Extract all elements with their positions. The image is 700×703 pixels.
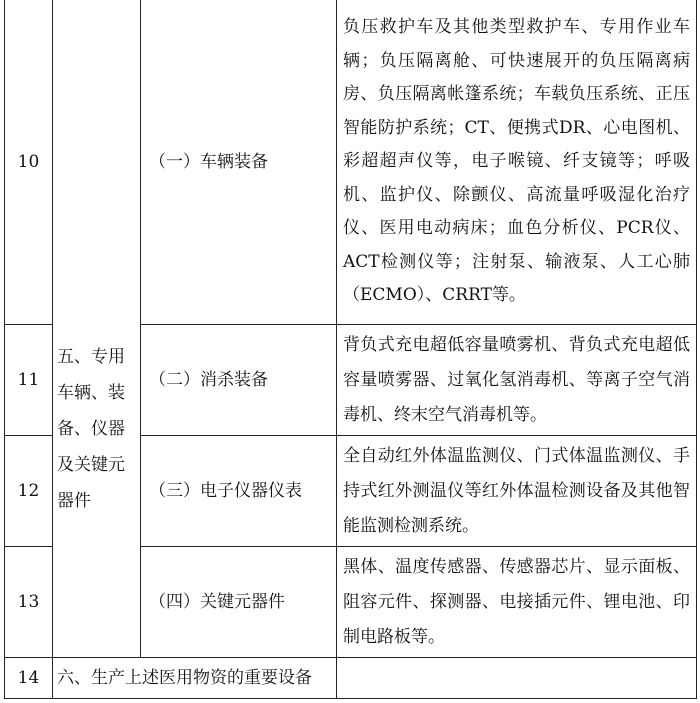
- subcategory-label: （一）车辆装备: [149, 152, 268, 172]
- subcategory-cell: [141, 547, 337, 658]
- description-cell: [337, 547, 697, 658]
- description-cell: [337, 436, 697, 547]
- description-text: 黑体、温度传感器、传感器芯片、显示面板、阻容元件、探测器、电接插元件、锂电池、印制电路板等。: [343, 556, 690, 647]
- description-cell-empty: [337, 658, 697, 699]
- subcategory-label: （二）消杀装备: [149, 370, 268, 390]
- subcategory-label: （三）电子仪器仪表: [149, 481, 302, 501]
- category-cell: [53, 0, 141, 658]
- description-text: 负压救护车及其他类型救护车、专用作业车辆；负压隔离舱、可快速展开的负压隔离病房、负压隔离帐篷系统；车载负压系统、正压智能防护系统；CT、便携式DR、心电图机、彩超超声仪等，电子喉镜、纤支镜等；呼吸机、监护仪、除颤仪、高流量呼吸湿化治疗仪、医用电动病床；血色分析仪、PCR仪、ACT检测仪等；注射泵、输液泵、人工心肺（ECMO）、CRRT等。: [343, 17, 690, 306]
- description-text: 全自动红外体温监测仪、门式体温监测仪、手持式红外测温仪等红外体温检测设备及其他智能监测检测系统。: [343, 445, 690, 536]
- table-row: [5, 658, 697, 699]
- row-number: 11: [5, 325, 53, 436]
- category-label: 五、专用车辆、装备、仪器及关键元器件: [57, 346, 125, 511]
- row-number: 14: [5, 658, 53, 699]
- description-cell: [337, 325, 697, 436]
- subcategory-cell: [141, 0, 337, 325]
- description-cell: [337, 0, 697, 325]
- equipment-category-cell: [53, 658, 337, 699]
- row-number: 13: [5, 547, 53, 658]
- subcategory-cell: [141, 436, 337, 547]
- row-number: 12: [5, 436, 53, 547]
- subcategory-cell: [141, 325, 337, 436]
- table-row: [5, 0, 697, 325]
- equipment-category-label: 六、生产上述医用物资的重要设备: [57, 668, 312, 688]
- catalog-table: [4, 0, 697, 699]
- subcategory-label: （四）关键元器件: [149, 592, 285, 612]
- row-number: 10: [5, 0, 53, 325]
- description-text: 背负式充电超低容量喷雾机、背负式充电超低容量喷雾器、过氧化氢消毒机、等离子空气消毒机、终末空气消毒机等。: [343, 334, 690, 425]
